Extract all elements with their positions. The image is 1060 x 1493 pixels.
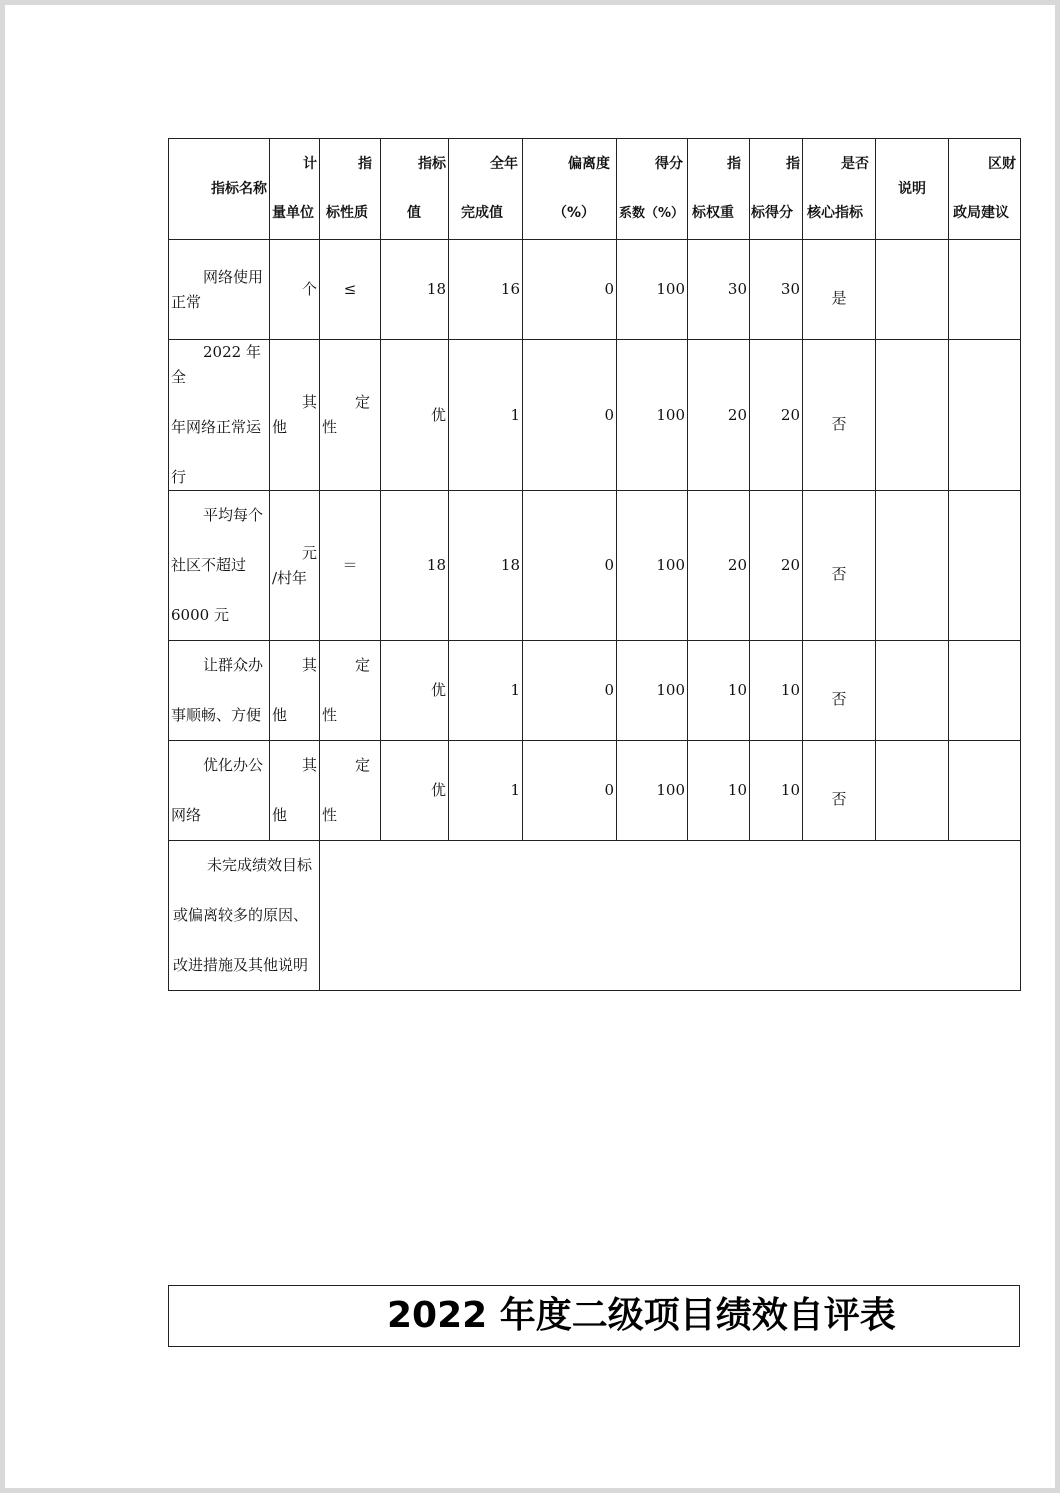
actual-value-cell: 1 (449, 641, 523, 741)
indicator-name-cell: 网络使用 正常 (169, 240, 270, 340)
document-page (5, 5, 1055, 1488)
header-unit: 计 量单位 (270, 139, 320, 240)
next-table-title: 2022 年度二级项目绩效自评表 (387, 1295, 896, 1336)
note-cell (876, 340, 949, 491)
nature-cell: 定 性 (320, 340, 381, 491)
table-row (169, 340, 1021, 491)
weight-cell: 20 (688, 491, 750, 641)
weight-cell: 20 (688, 340, 750, 491)
target-value-cell: 18 (381, 240, 449, 340)
note-cell (876, 240, 949, 340)
finance-advice-cell (949, 741, 1021, 841)
indicator-score-cell: 10 (750, 641, 803, 741)
weight-cell: 10 (688, 641, 750, 741)
target-value-cell: 18 (381, 491, 449, 641)
target-value-cell: 优 (381, 340, 449, 491)
table-row (169, 491, 1021, 641)
header-deviation: 偏离度 （%） (523, 139, 617, 240)
deviation-cell: 0 (523, 240, 617, 340)
indicator-score-cell: 20 (750, 340, 803, 491)
table-row (169, 240, 1021, 340)
target-value-cell: 优 (381, 641, 449, 741)
unit-cell: 其 他 (270, 741, 320, 841)
header-weight: 指 标权重 (688, 139, 750, 240)
finance-advice-cell (949, 240, 1021, 340)
nature-cell: ＝ (320, 491, 381, 641)
finance-advice-cell (949, 491, 1021, 641)
actual-value-cell: 1 (449, 741, 523, 841)
deviation-cell: 0 (523, 491, 617, 641)
unit-cell: 元 /村年 (270, 491, 320, 641)
header-target-value: 指标 值 (381, 139, 449, 240)
nature-cell: 定 性 (320, 641, 381, 741)
table-header-row (169, 139, 1021, 240)
table-footer-row (169, 841, 1021, 991)
header-nature: 指 标性质 (320, 139, 381, 240)
is-core-cell: 否 (803, 491, 876, 641)
nature-cell: ≤ (320, 240, 381, 340)
header-score-coefficient: 得分 系数（%） (617, 139, 688, 240)
footer-content-cell (320, 841, 1021, 991)
score-coefficient-cell: 100 (617, 491, 688, 641)
score-coefficient-cell: 100 (617, 340, 688, 491)
deviation-cell: 0 (523, 741, 617, 841)
header-is-core: 是否 核心指标 (803, 139, 876, 240)
unit-cell: 其 他 (270, 340, 320, 491)
unit-cell: 其 他 (270, 641, 320, 741)
indicator-name-cell: 优化办公 网络 (169, 741, 270, 841)
score-coefficient-cell: 100 (617, 240, 688, 340)
score-coefficient-cell: 100 (617, 641, 688, 741)
indicator-name-cell: 让群众办 事顺畅、方便 (169, 641, 270, 741)
table-row (169, 641, 1021, 741)
note-cell (876, 641, 949, 741)
is-core-cell: 否 (803, 741, 876, 841)
header-indicator-name: 指标名称 (169, 139, 270, 240)
header-indicator-score: 指 标得分 (750, 139, 803, 240)
header-actual-value: 全年 完成值 (449, 139, 523, 240)
indicator-score-cell: 10 (750, 741, 803, 841)
finance-advice-cell (949, 641, 1021, 741)
is-core-cell: 否 (803, 340, 876, 491)
deviation-cell: 0 (523, 340, 617, 491)
is-core-cell: 否 (803, 641, 876, 741)
indicator-name-cell: 2022 年全 年网络正常运 行 (169, 340, 270, 491)
performance-indicator-table (168, 138, 1021, 991)
deviation-cell: 0 (523, 641, 617, 741)
next-table-title-box (168, 1285, 1020, 1347)
indicator-score-cell: 30 (750, 240, 803, 340)
nature-cell: 定 性 (320, 741, 381, 841)
score-coefficient-cell: 100 (617, 741, 688, 841)
unit-cell: 个 (270, 240, 320, 340)
actual-value-cell: 16 (449, 240, 523, 340)
actual-value-cell: 1 (449, 340, 523, 491)
header-finance-advice: 区财 政局建议 (949, 139, 1021, 240)
note-cell (876, 741, 949, 841)
is-core-cell: 是 (803, 240, 876, 340)
weight-cell: 10 (688, 741, 750, 841)
finance-advice-cell (949, 340, 1021, 491)
header-note: 说明 (876, 139, 949, 240)
note-cell (876, 491, 949, 641)
indicator-score-cell: 20 (750, 491, 803, 641)
weight-cell: 30 (688, 240, 750, 340)
table-row (169, 741, 1021, 841)
actual-value-cell: 18 (449, 491, 523, 641)
target-value-cell: 优 (381, 741, 449, 841)
footer-label-cell: 未完成绩效目标 或偏离较多的原因、 改进措施及其他说明 (169, 841, 320, 991)
indicator-name-cell: 平均每个 社区不超过 6000 元 (169, 491, 270, 641)
